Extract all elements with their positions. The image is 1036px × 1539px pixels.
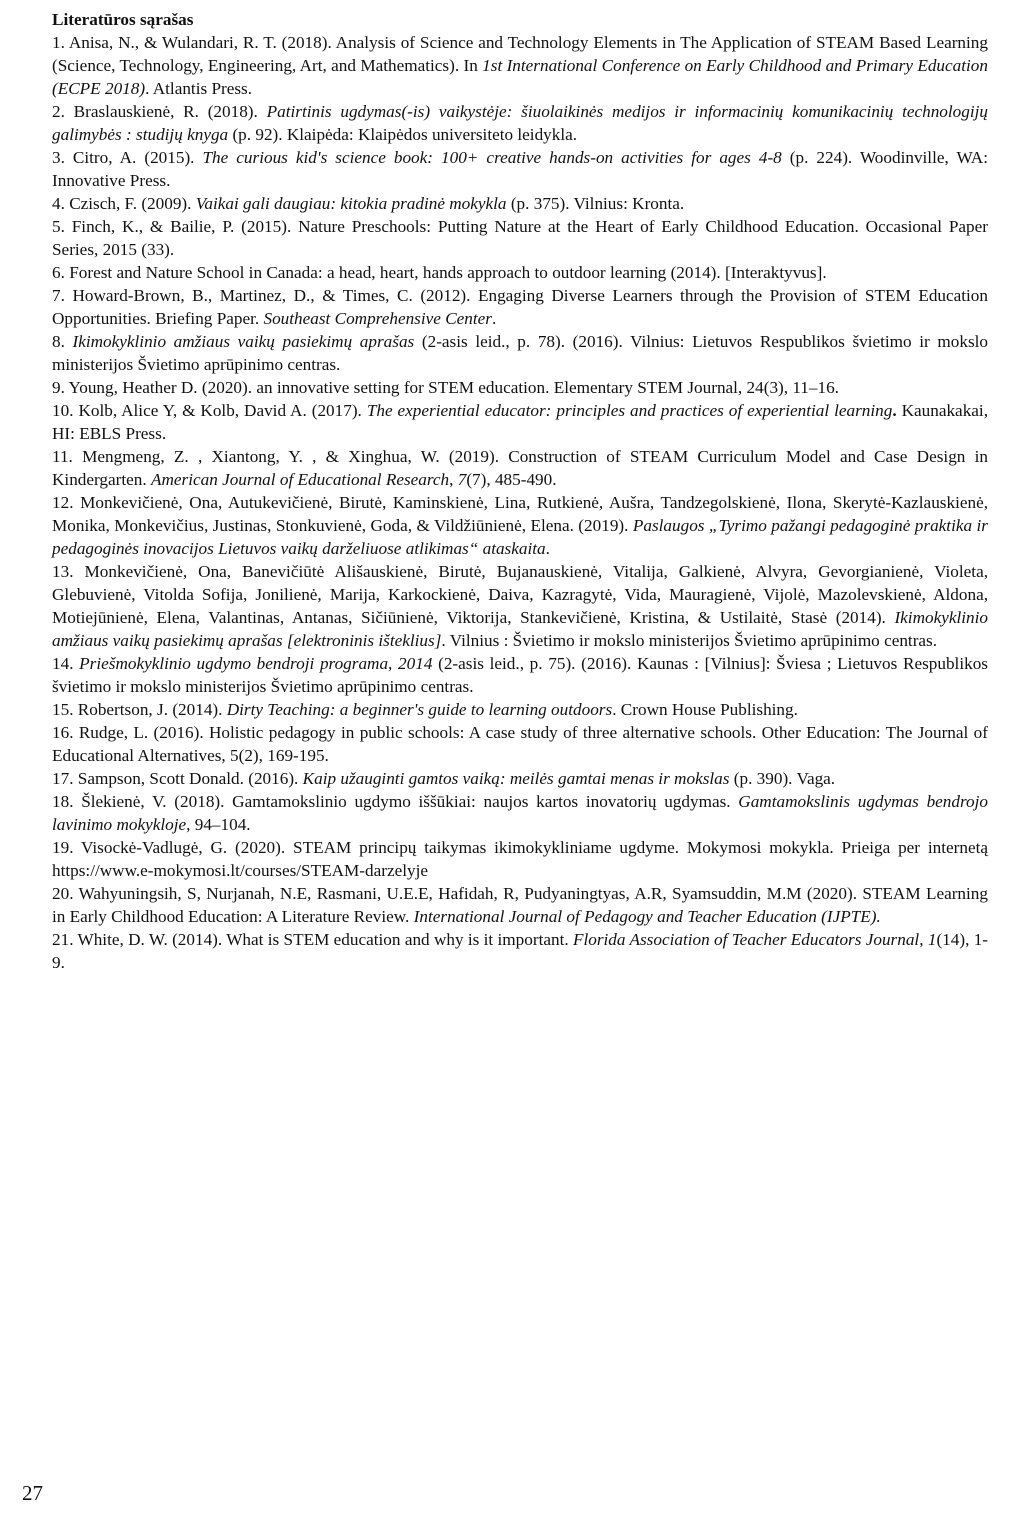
reference-text: . xyxy=(545,539,550,558)
reference-title-text: Southeast Comprehensive Center xyxy=(263,309,492,328)
reference-text: 10. Kolb, Alice Y, & Kolb, David A. (2017). xyxy=(52,401,367,420)
reference-text: . Atlantis Press. xyxy=(145,79,253,98)
page-heading: Literatūros sąrašas xyxy=(52,10,194,29)
reference-text: (p. 375). Vilnius: Kronta. xyxy=(506,194,685,213)
reference-text: 17. Sampson, Scott Donald. (2016). xyxy=(52,769,303,788)
reference-title-text: Gamtamokslinis ugdymas bendrojo lavinimo mokykloje xyxy=(52,792,988,834)
reference-entry xyxy=(52,330,988,376)
reference-text: 9. Young, Heather D. (2020). an innovative setting for STEM education. Elementary STEM Journal, 24(3), 11–16. xyxy=(52,378,839,397)
reference-entry xyxy=(52,261,988,284)
reference-title-text: Ikimokyklinio amžiaus vaikų pasiekimų aprašas xyxy=(72,332,415,351)
reference-entry xyxy=(52,376,988,399)
reference-text: , 94–104. xyxy=(186,815,251,834)
reference-entry xyxy=(52,560,988,652)
reference-title-text: Ikimokyklinio amžiaus vaikų pasiekimų aprašas [elektroninis išteklius] xyxy=(52,608,988,650)
reference-entry xyxy=(52,215,988,261)
reference-entry xyxy=(52,767,988,790)
reference-entry xyxy=(52,399,988,445)
reference-text: (p. 390). Vaga. xyxy=(729,769,836,788)
reference-title-text: Kaip užauginti gamtos vaiką: meilės gamtai menas ir mokslas xyxy=(302,769,730,788)
reference-text: 19. Visockė-Vadlugė, G. (2020). STEAM principų taikymas ikimokykliniame ugdyme. Mokymosi mokykla. Prieiga per internetą https://www.e-mokymosi.lt/courses/STEAM-darzelyje xyxy=(52,838,988,880)
reference-text: 20. Wahyuningsih, S, Nurjanah, N.E, Rasmani, U.E.E, Hafidah, R, Pudyaningtyas, A.R, Syamsuddin, M.M (2020). STEAM Learning in Early Childhood Education: A Literature Review. xyxy=(52,884,988,926)
reference-text: (14), 1-9. xyxy=(52,930,989,972)
reference-title-text: 1st International Conference on Early Childhood and Primary Education (ECPE 2018) xyxy=(52,56,988,98)
reference-text: 8. xyxy=(52,332,73,351)
reference-entry xyxy=(52,882,988,928)
reference-title-text: American Journal of Educational Research xyxy=(150,470,450,489)
reference-title-text: 1 xyxy=(927,930,937,949)
reference-text: 16. Rudge, L. (2016). Holistic pedagogy in public schools: A case study of three alternative schools. Other Education: The Journal of Educational Alternatives, 5(2), 169-195. xyxy=(52,723,988,765)
reference-text: . Crown House Publishing. xyxy=(612,700,798,719)
reference-text: . xyxy=(491,309,497,328)
reference-entry xyxy=(52,146,988,192)
reference-entry xyxy=(52,836,988,882)
reference-title-text: Dirty Teaching: a beginner's guide to learning outdoors xyxy=(226,700,613,719)
reference-text: 6. Forest and Nature School in Canada: a head, heart, hands approach to outdoor learning (2014). [Interaktyvus]. xyxy=(52,263,827,282)
reference-title-text: Vaikai gali daugiau: kitokia pradinė mokykla xyxy=(195,194,507,213)
reference-text: 4. Czisch, F. (2009). xyxy=(52,194,196,213)
reference-entry xyxy=(52,100,988,146)
reference-text: 14. xyxy=(52,654,80,673)
reference-entry xyxy=(52,192,988,215)
reference-text: 12. Monkevičienė, Ona, Autukevičienė, Birutė, Kaminskienė, Lina, Rutkienė, Aušra, Tandzegolskienė, Ilona, Skerytė-Kazlauskienė, Monika, Monkevičius, Justinas, Stonkuvienė, Goda, & Vildžiūnienė, Elena. (2019). xyxy=(52,493,988,535)
reference-title-text: Patirtinis ugdymas(-is) vaikystėje: šiuolaikinės medijos ir informacinių komunikacinių technologijų galimybės : studijų knyga xyxy=(52,102,988,144)
reference-text: (p. 92). Klaipėda: Klaipėdos universiteto leidykla. xyxy=(228,125,578,144)
reference-text: 15. Robertson, J. (2014). xyxy=(52,700,227,719)
reference-text: , xyxy=(449,470,458,489)
reference-text: 21. White, D. W. (2014). What is STEM education and why is it important. xyxy=(52,930,573,949)
reference-text: (p. 224). Woodinville, WA: Innovative Press. xyxy=(52,148,988,190)
reference-title-text: The curious kid's science book: 100+ creative hands-on activities for ages 4-8 xyxy=(202,148,782,167)
reference-text: (2-asis leid., p. 75). (2016). Kaunas : [Vilnius]: Šviesa ; Lietuvos Respublikos švietimo ir mokslo ministerijos Švietimo aprūpinimo centras. xyxy=(52,654,988,696)
reference-text: 18. Šlekienė, V. (2018). Gamtamokslinio ugdymo iššūkiai: naujos kartos inovatorių ugdymas. xyxy=(52,792,739,811)
reference-title-text: 7 xyxy=(457,470,467,489)
reference-text: 7. Howard-Brown, B., Martinez, D., & Times, C. (2012). Engaging Diverse Learners through the Provision of STEM Education Opportunities. Briefing Paper. xyxy=(52,286,988,328)
reference-text: Kaunakakai, HI: EBLS Press. xyxy=(52,401,988,443)
reference-title-text: Paslaugos „Tyrimo pažangi pedagoginė praktika ir pedagoginės inovacijos Lietuvos vaikų darželiuose atlikimas“ ataskaita xyxy=(52,516,988,558)
reference-title-text: International Journal of Pedagogy and Teacher Education (IJPTE). xyxy=(413,907,881,926)
reference-text: 11. Mengmeng, Z. , Xiantong, Y. , & Xinghua, W. (2019). Construction of STEAM Curriculum Model and Case Design in Kindergarten. xyxy=(52,447,988,489)
reference-title-text: The experiential educator: principles and practices of experiential learning xyxy=(366,401,893,420)
reference-entry xyxy=(52,721,988,767)
reference-text: (2-asis leid., p. 78). (2016). Vilnius: Lietuvos Respublikos švietimo ir mokslo ministerijos Švietimo aprūpinimo centras. xyxy=(52,332,989,374)
reference-text: (7), 485-490. xyxy=(466,470,557,489)
reference-entry xyxy=(52,652,988,698)
page-number: 27 xyxy=(22,1481,43,1505)
reference-text: , xyxy=(919,930,928,949)
reference-text: 3. Citro, A. (2015). xyxy=(52,148,203,167)
reference-list xyxy=(52,31,988,974)
reference-text: 1. Anisa, N., & Wulandari, R. T. (2018). Analysis of Science and Technology Elements in The Application of STEAM Based Learning (Science, Technology, Engineering, Art, and Mathematics). In xyxy=(52,33,988,75)
reference-title-text: Priešmokyklinio ugdymo bendroji programa, 2014 xyxy=(79,654,433,673)
reference-text: . Vilnius : Švietimo ir mokslo ministerijos Švietimo aprūpinimo centras. xyxy=(441,631,938,650)
reference-entry xyxy=(52,31,988,100)
reference-title-text: Florida Association of Teacher Educators Journal xyxy=(572,930,920,949)
reference-text: 5. Finch, K., & Bailie, P. (2015). Nature Preschools: Putting Nature at the Heart of Early Childhood Education. Occasional Paper Series, 2015 (33). xyxy=(52,217,988,259)
reference-entry xyxy=(52,284,988,330)
reference-text: 2. Braslauskienė, R. (2018). xyxy=(52,102,267,121)
reference-entry xyxy=(52,698,988,721)
reference-entry xyxy=(52,445,988,491)
reference-entry xyxy=(52,790,988,836)
reference-entry xyxy=(52,928,988,974)
reference-page xyxy=(52,8,988,974)
reference-text: 13. Monkevičienė, Ona, Banevičiūtė Ališauskienė, Birutė, Bujanauskienė, Vitalija, Galkienė, Alvyra, Gevorgianienė, Violeta, Glebuvienė, Vitolda Sofija, Jonilienė, Marija, Karkockienė, Daiva, Kazragytė, Vida, Mauragienė, Vijolė, Mazolevskienė, Aldona, Motiejūnienė, Elena, Valantinas, Antanas, Sičiūnienė, Viktorija, Stankevičienė, Kristina, & Ustilaitė, Stasė (2014). xyxy=(52,562,988,627)
reference-text: . xyxy=(892,401,897,420)
reference-entry xyxy=(52,491,988,560)
